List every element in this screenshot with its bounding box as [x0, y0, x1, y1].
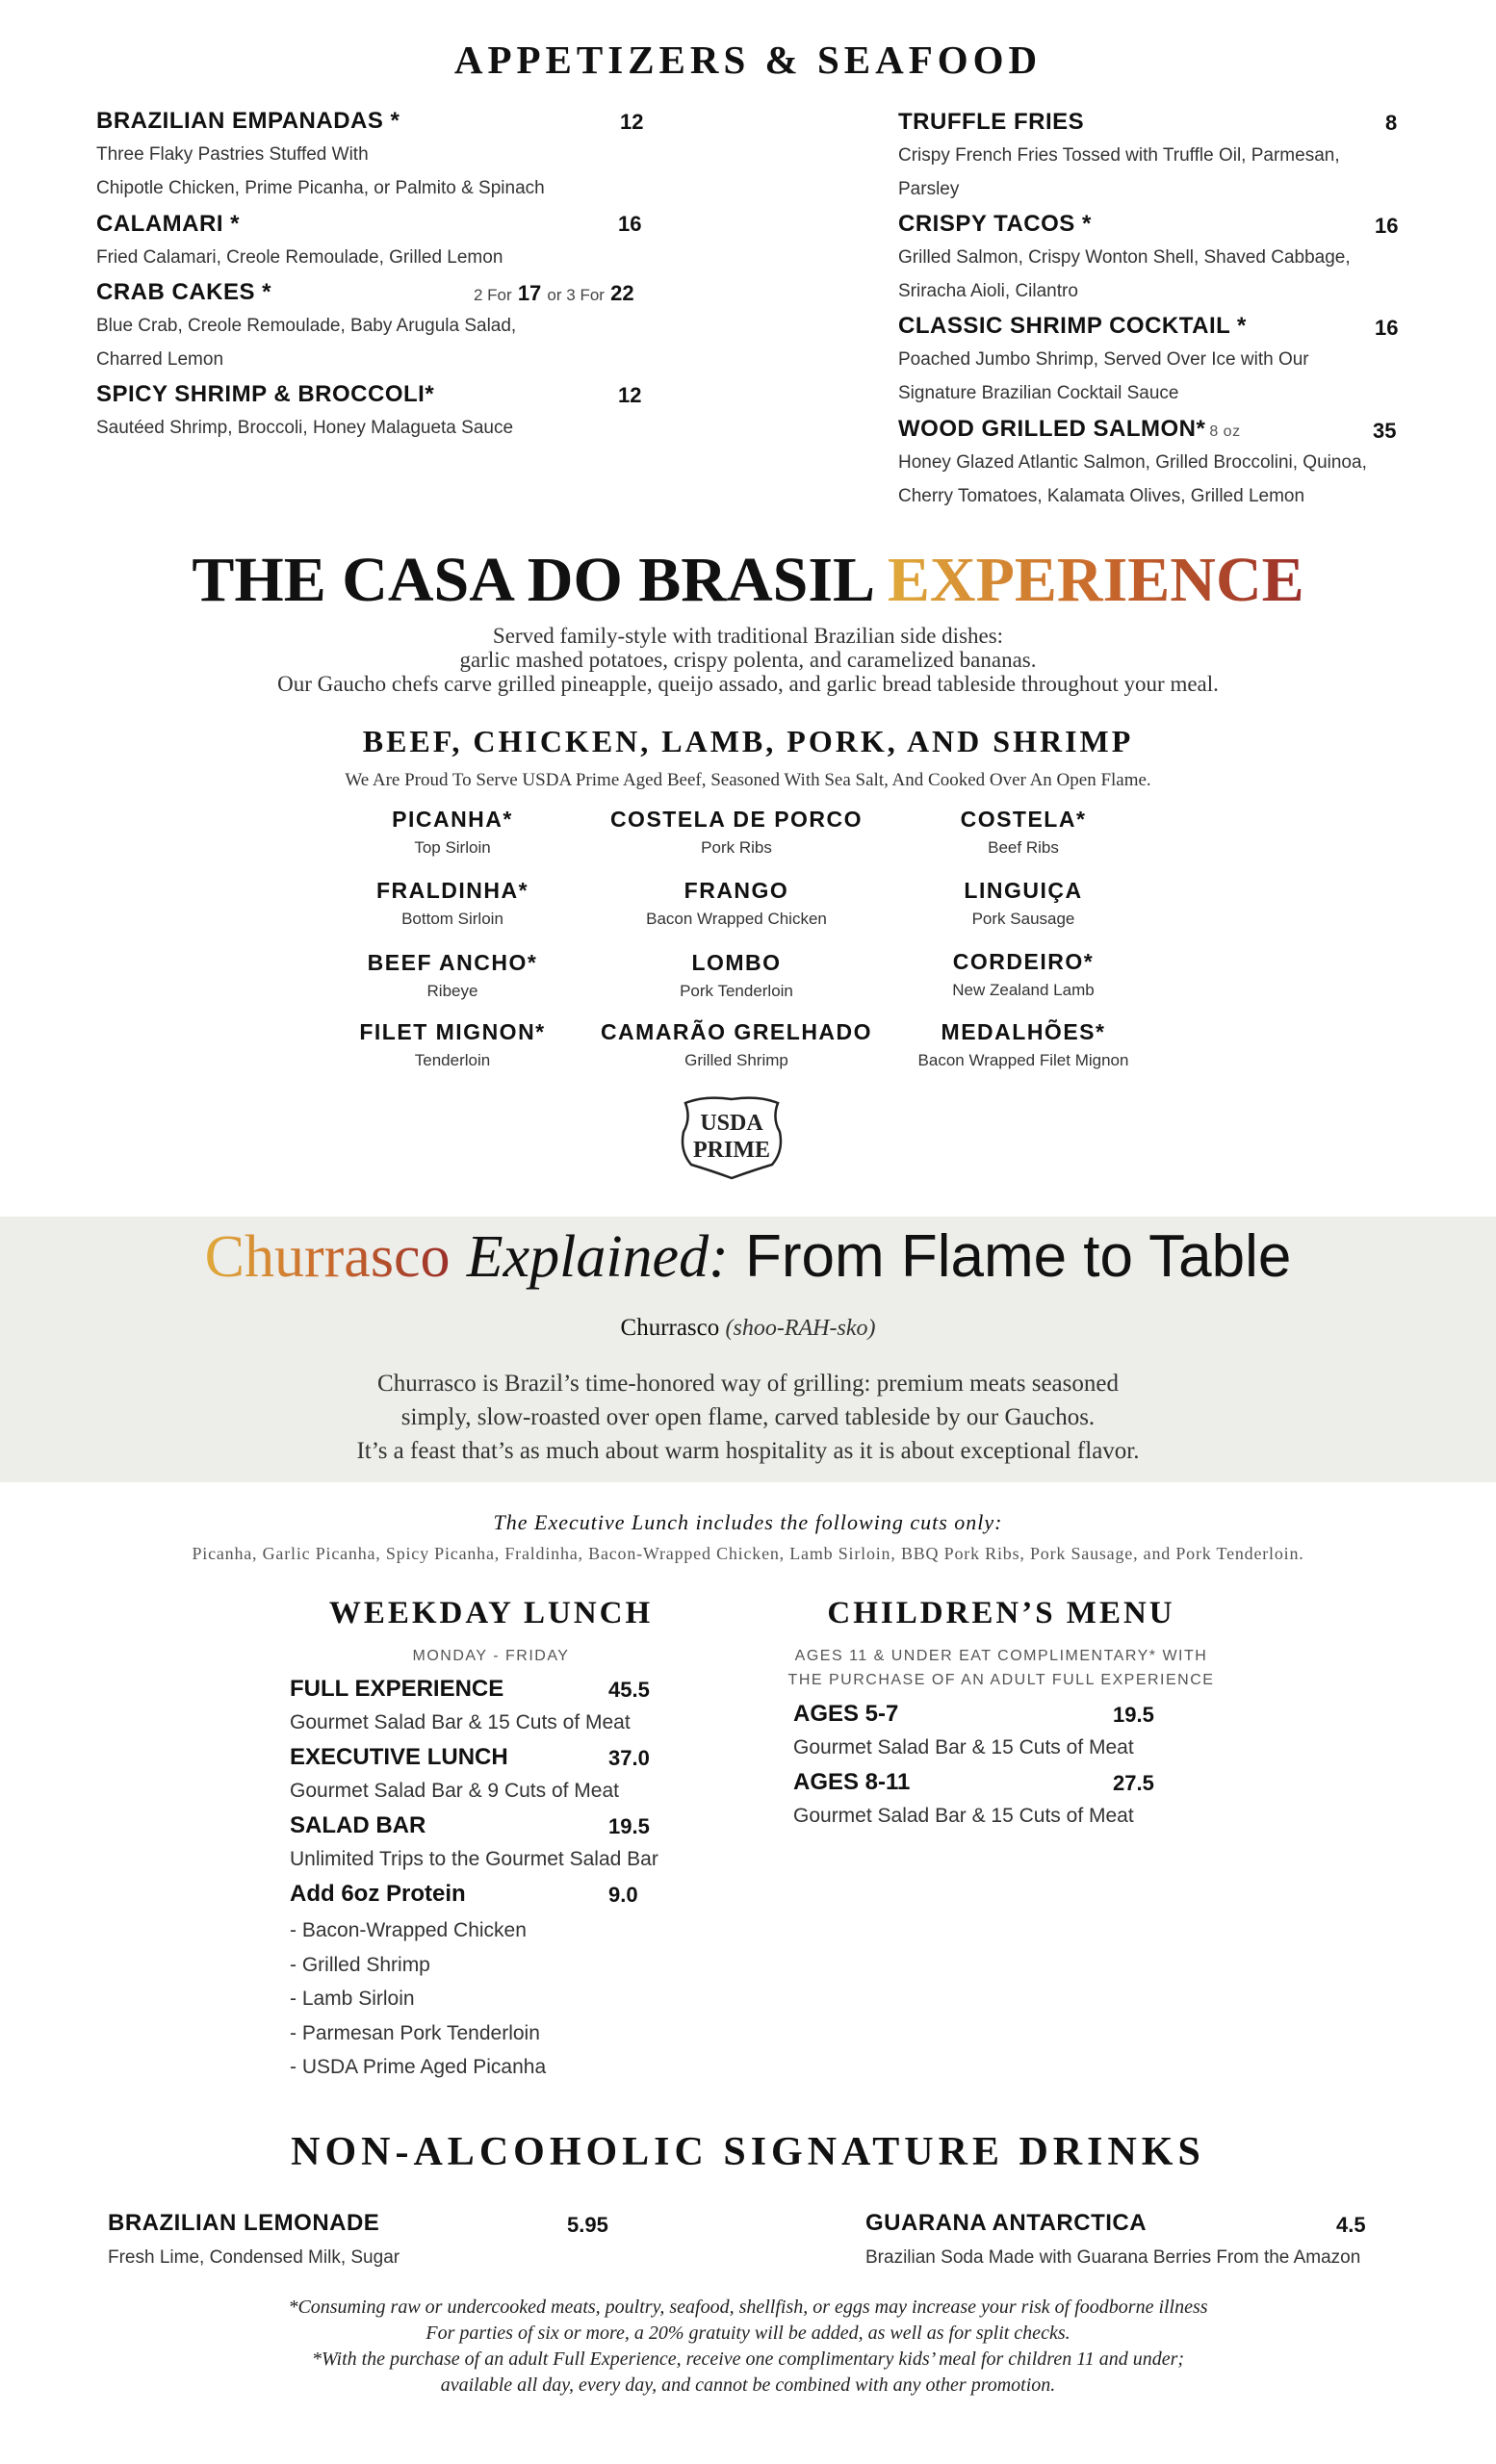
item-price-crab-cakes — [474, 281, 634, 306]
item-price: 12 — [618, 383, 642, 407]
description-line: It’s a feast that’s as much about warm hospitality as it is about exceptional flavor. — [356, 1438, 1140, 1464]
pronunciation-guide: (shoo-RAH-sko) — [725, 1316, 876, 1341]
item-name: CRISPY TACOS * — [898, 211, 1092, 237]
item-desc-line: Charred Lemon — [96, 349, 224, 370]
meats-heading: BEEF, CHICKEN, LAMB, PORK, AND SHRIMP — [362, 724, 1134, 758]
cut-desc: Bacon Wrapped Chicken — [646, 910, 827, 928]
price-qualifier: 2 For — [474, 286, 512, 304]
item-name: BRAZILIAN EMPANADAS * — [96, 108, 400, 134]
lunch-item-price: 45.5 — [608, 1678, 650, 1702]
cut-desc: New Zealand Lamb — [952, 981, 1095, 999]
item-desc-line: Sriracha Aioli, Cilantro — [898, 281, 1078, 301]
cut-name: LOMBO — [691, 950, 782, 975]
price-value: 17 — [517, 281, 542, 305]
list-item: - Bacon-Wrapped Chicken — [290, 1919, 527, 1941]
menu-item-spicy-shrimp — [96, 381, 635, 445]
kids-item-price: 19.5 — [1113, 1703, 1154, 1727]
item-desc-line: Signature Brazilian Cocktail Sauce — [898, 383, 1179, 403]
childrens-menu-heading: CHILDREN’S MENU — [827, 1596, 1175, 1630]
usda-prime-shield-icon — [672, 1093, 791, 1182]
menu-item-empanadas — [96, 108, 635, 205]
cut-camarao-grelhado — [592, 1019, 881, 1070]
drink-desc: Fresh Lime, Condensed Milk, Sugar — [108, 2247, 400, 2268]
cut-desc: Top Sirloin — [414, 838, 491, 857]
kids-item-name: AGES 5-7 — [793, 1701, 899, 1727]
cut-name: CAMARÃO GRELHADO — [600, 1019, 873, 1044]
cut-name: LINGUIÇA — [964, 878, 1083, 903]
cut-desc: Beef Ribs — [988, 838, 1059, 857]
experience-title-accent: EXPERIENCE — [887, 545, 1304, 615]
item-desc-line: Fried Calamari, Creole Remoulade, Grilled Lemon — [96, 247, 503, 268]
cut-costela-de-porco — [592, 807, 881, 858]
drink-price: 5.95 — [567, 2213, 608, 2237]
menu-item-shrimp-cocktail — [898, 313, 1418, 410]
intro-line: Served family-style with traditional Brazilian side dishes: — [492, 624, 1004, 648]
churrasco-description — [0, 1367, 1496, 1468]
cut-name: FILET MIGNON* — [359, 1019, 546, 1044]
price-qualifier: or 3 For — [547, 286, 605, 304]
disclaimer-line: For parties of six or more, a 20% gratuity will be added, as well as for split checks. — [426, 2323, 1070, 2344]
protein-add-on-list — [290, 1913, 546, 2085]
executive-lunch-note: The Executive Lunch includes the following cuts only: — [493, 1510, 1003, 1534]
note-line: THE PURCHASE OF AN ADULT FULL EXPERIENCE — [787, 1672, 1215, 1688]
description-line: simply, slow-roasted over open flame, carved tableside by our Gauchos. — [400, 1404, 1096, 1430]
churrasco-title — [0, 1222, 1496, 1292]
item-desc-line: Blue Crab, Creole Remoulade, Baby Arugula Salad, — [96, 316, 517, 336]
item-portion: 8 oz — [1209, 424, 1241, 440]
item-price: 16 — [1375, 214, 1399, 238]
cut-name: CORDEIRO* — [952, 949, 1095, 974]
cut-name: COSTELA DE PORCO — [609, 807, 864, 832]
lunch-item-desc: Gourmet Salad Bar & 9 Cuts of Meat — [290, 1780, 619, 1802]
list-item: - Lamb Sirloin — [290, 1988, 415, 2010]
disclaimer-line: available all day, every day, and cannot be combined with any other promotion. — [440, 2374, 1056, 2396]
item-price: 16 — [1375, 316, 1399, 340]
weekday-lunch-heading: WEEKDAY LUNCH — [328, 1596, 654, 1630]
item-name: WOOD GRILLED SALMON* — [898, 416, 1206, 442]
cut-fraldinha — [308, 878, 597, 929]
item-price: 8 — [1385, 111, 1398, 135]
cut-desc: Ribeye — [426, 982, 478, 1000]
item-price: 12 — [620, 110, 644, 134]
cut-desc: Grilled Shrimp — [684, 1051, 788, 1069]
drink-price: 4.5 — [1336, 2213, 1366, 2237]
kids-item-desc: Gourmet Salad Bar & 15 Cuts of Meat — [793, 1736, 1134, 1758]
cut-desc: Pork Tenderloin — [680, 982, 793, 1000]
executive-lunch-cuts: Picanha, Garlic Picanha, Spicy Picanha, Fraldinha, Bacon-Wrapped Chicken, Lamb Sirloin, BBQ Pork Ribs, Pork Sausage, and Pork Tenderloin. — [192, 1544, 1304, 1563]
drink-name: GUARANA ANTARCTICA — [865, 2210, 1148, 2236]
cut-frango — [592, 878, 881, 929]
experience-intro — [0, 624, 1496, 696]
churrasco-title-tagline: From Flame to Table — [744, 1223, 1292, 1290]
cut-name: COSTELA* — [960, 807, 1087, 832]
cut-desc: Pork Sausage — [971, 910, 1075, 928]
item-name: TRUFFLE FRIES — [898, 109, 1085, 135]
churrasco-word: Churrasco — [620, 1315, 720, 1341]
price-value: 22 — [610, 281, 634, 305]
experience-title — [0, 544, 1496, 617]
cut-name: FRALDINHA* — [375, 878, 529, 903]
item-desc-line: Cherry Tomatoes, Kalamata Olives, Grilled Lemon — [898, 486, 1305, 506]
lunch-item-name: SALAD BAR — [290, 1812, 426, 1838]
cut-filet-mignon — [308, 1019, 597, 1070]
drinks-heading: NON-ALCOHOLIC SIGNATURE DRINKS — [291, 2130, 1205, 2174]
cut-linguica — [879, 878, 1168, 929]
cut-costela — [879, 807, 1168, 858]
item-name: CALAMARI * — [96, 211, 240, 237]
cut-medalhoes — [879, 1019, 1168, 1070]
churrasco-pronunciation — [0, 1315, 1496, 1342]
item-desc-line: Grilled Salmon, Crispy Wonton Shell, Shaved Cabbage, — [898, 247, 1351, 268]
menu-item-truffle-fries — [898, 109, 1418, 206]
lunch-item-name: Add 6oz Protein — [290, 1881, 466, 1907]
meats-subheading: We Are Proud To Serve USDA Prime Aged Beef, Seasoned With Sea Salt, And Cooked Over An Open Flame. — [345, 770, 1151, 790]
lunch-item-price: 19.5 — [608, 1814, 650, 1838]
menu-item-calamari — [96, 211, 635, 274]
usda-badge-line: PRIME — [693, 1138, 770, 1163]
intro-line: garlic mashed potatoes, crispy polenta, and caramelized bananas. — [459, 648, 1037, 672]
cut-name: FRANGO — [684, 878, 789, 903]
cut-picanha — [308, 807, 597, 858]
disclaimer-line: *Consuming raw or undercooked meats, poultry, seafood, shellfish, or eggs may increase your risk of foodborne illness — [288, 2297, 1208, 2318]
item-desc-line: Chipotle Chicken, Prime Picanha, or Palmito & Spinach — [96, 178, 545, 198]
churrasco-title-explained: Explained: — [466, 1224, 729, 1290]
experience-title-main: THE CASA DO BRASIL — [192, 545, 872, 615]
menu-item-wood-grilled-salmon — [898, 416, 1418, 513]
menu-item-crispy-tacos — [898, 211, 1418, 308]
item-desc-line: Poached Jumbo Shrimp, Served Over Ice with Our — [898, 349, 1309, 370]
cut-name: BEEF ANCHO* — [367, 950, 538, 975]
item-desc-line: Parsley — [898, 179, 960, 199]
cut-desc: Tenderloin — [414, 1051, 491, 1069]
drink-name: BRAZILIAN LEMONADE — [108, 2210, 380, 2236]
lunch-item-name: FULL EXPERIENCE — [290, 1676, 504, 1702]
childrens-menu-note — [770, 1644, 1232, 1692]
item-name: SPICY SHRIMP & BROCCOLI* — [96, 381, 435, 407]
weekday-lunch-days: MONDAY - FRIDAY — [412, 1648, 570, 1664]
list-item: - USDA Prime Aged Picanha — [290, 2056, 547, 2078]
kids-item-price: 27.5 — [1113, 1771, 1154, 1795]
lunch-item-price: 9.0 — [608, 1883, 638, 1907]
intro-line: Our Gaucho chefs carve grilled pineapple, queijo assado, and garlic bread tableside throughout your meal. — [277, 672, 1219, 696]
disclaimer-line: *With the purchase of an adult Full Experience, receive one complimentary kids’ meal for children 11 and under; — [311, 2348, 1185, 2370]
lunch-item-desc: Gourmet Salad Bar & 15 Cuts of Meat — [290, 1711, 631, 1733]
item-desc-line: Crispy French Fries Tossed with Truffle Oil, Parmesan, — [898, 145, 1340, 166]
usda-badge-line: USDA — [700, 1111, 763, 1136]
item-price: 35 — [1373, 419, 1397, 443]
item-desc-line: Three Flaky Pastries Stuffed With — [96, 144, 369, 165]
cut-desc: Pork Ribs — [701, 838, 772, 857]
list-item: - Grilled Shrimp — [290, 1953, 430, 1976]
cut-desc: Bottom Sirloin — [401, 910, 503, 928]
cut-desc: Bacon Wrapped Filet Mignon — [917, 1051, 1129, 1069]
item-desc-line: Honey Glazed Atlantic Salmon, Grilled Broccolini, Quinoa, — [898, 452, 1367, 473]
lunch-item-price: 37.0 — [608, 1746, 650, 1770]
drink-desc: Brazilian Soda Made with Guarana Berries From the Amazon — [865, 2247, 1361, 2268]
appetizers-heading: APPETIZERS & SEAFOOD — [453, 38, 1043, 82]
cut-name: MEDALHÕES* — [941, 1019, 1106, 1044]
description-line: Churrasco is Brazil’s time-honored way of grilling: premium meats seasoned — [377, 1371, 1119, 1397]
item-price: 16 — [618, 212, 642, 236]
kids-item-desc: Gourmet Salad Bar & 15 Cuts of Meat — [793, 1805, 1134, 1827]
churrasco-title-word: Churrasco — [204, 1224, 451, 1290]
list-item: - Parmesan Pork Tenderloin — [290, 2021, 540, 2044]
cut-name: PICANHA* — [392, 807, 513, 832]
item-name: CLASSIC SHRIMP COCKTAIL * — [898, 313, 1247, 339]
cut-beef-ancho — [308, 950, 597, 1001]
note-line: AGES 11 & UNDER EAT COMPLIMENTARY* WITH — [794, 1648, 1208, 1664]
lunch-item-desc: Unlimited Trips to the Gourmet Salad Bar — [290, 1848, 658, 1870]
footer-disclaimer — [0, 2295, 1496, 2399]
lunch-item-name: EXECUTIVE LUNCH — [290, 1744, 508, 1770]
cut-cordeiro — [879, 949, 1168, 1000]
item-name: CRAB CAKES * — [96, 279, 272, 305]
cut-lombo — [592, 950, 881, 1001]
item-desc-line: Sautéed Shrimp, Broccoli, Honey Malagueta Sauce — [96, 418, 514, 438]
kids-item-name: AGES 8-11 — [793, 1769, 911, 1795]
